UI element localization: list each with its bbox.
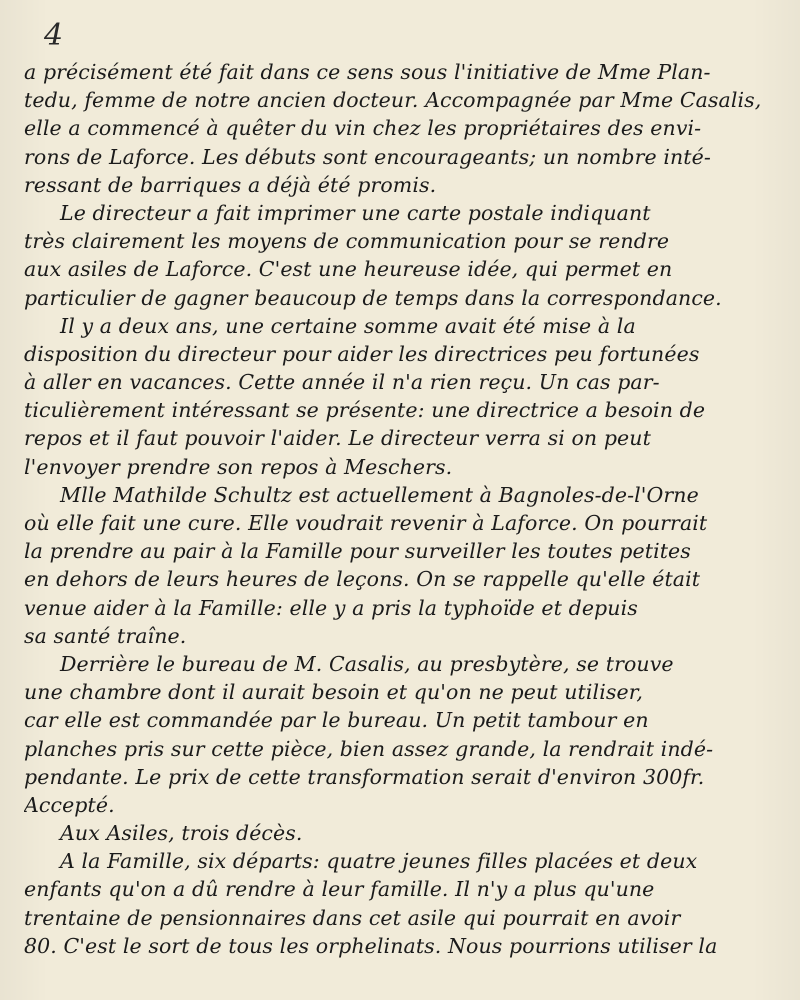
- text-line: l'envoyer prendre son repos à Meschers.: [24, 454, 453, 479]
- text-line: 80. C'est le sort de tous les orphelinats. Nous pourrions utiliser la: [24, 933, 718, 958]
- text-line: où elle fait une cure. Elle voudrait revenir à Laforce. On pourrait: [24, 511, 708, 535]
- text-line: car elle est commandée par le bureau. Un petit tambour en: [24, 708, 649, 733]
- page-number: 4: [44, 18, 64, 53]
- text-line: rons de Laforce. Les débuts sont encourageants; un nombre inté-: [24, 144, 711, 169]
- text-line: Aux Asiles, trois décès.: [60, 821, 303, 846]
- text-line: très clairement les moyens de communication pour se rendre: [24, 229, 670, 254]
- text-line: ressant de barriques a déjà été promis.: [24, 172, 437, 197]
- text-line: trentaine de pensionnaires dans cet asile qui pourrait en avoir: [24, 905, 681, 930]
- text-line: venue aider à la Famille: elle y a pris la typhoïde et depuis: [24, 595, 638, 620]
- text-line: repos et il faut pouvoir l'aider. Le directeur verra si on peut: [24, 426, 651, 451]
- text-line: tedu, femme de notre ancien docteur. Accompagnée par Mme Casalis,: [24, 88, 762, 113]
- text-line: à aller en vacances. Cette année il n'a rien reçu. Un cas par-: [24, 370, 660, 395]
- text-line: aux asiles de Laforce. C'est une heureuse idée, qui permet en: [24, 257, 673, 282]
- text-line: disposition du directeur pour aider les directrices peu fortunées: [24, 341, 700, 366]
- text-line: enfants qu'on a dû rendre à leur famille. Il n'y a plus qu'une: [24, 877, 655, 902]
- text-line: ticulièrement intéressant se présente: une directrice a besoin de: [24, 398, 706, 423]
- text-line: pendante. Le prix de cette transformation serait d'environ 300fr.: [24, 764, 705, 789]
- handwritten-text-block: [24, 58, 784, 960]
- text-line: Derrière le bureau de M. Casalis, au presbytère, se trouve: [60, 651, 674, 676]
- text-line: une chambre dont il aurait besoin et qu'on ne peut utiliser,: [24, 680, 643, 705]
- text-line: Mlle Mathilde Schultz est actuellement à Bagnoles-de-l'Orne: [60, 482, 699, 507]
- text-line: elle a commencé à quêter du vin chez les propriétaires des envi-: [24, 116, 702, 141]
- text-line: la prendre au pair à la Famille pour surveiller les toutes petites: [24, 539, 691, 564]
- text-line: Accepté.: [24, 792, 115, 817]
- text-line: Il y a deux ans, une certaine somme avait été mise à la: [60, 313, 636, 338]
- text-line: sa santé traîne.: [24, 623, 187, 648]
- text-line: a précisément été fait dans ce sens sous l'initiative de Mme Plan-: [24, 60, 711, 84]
- text-line: planches pris sur cette pièce, bien assez grande, la rendrait indé-: [24, 736, 714, 761]
- text-line: particulier de gagner beaucoup de temps dans la correspondance.: [24, 285, 722, 310]
- text-line: Le directeur a fait imprimer une carte postale indiquant: [60, 200, 651, 225]
- text-line: en dehors de leurs heures de leçons. On se rappelle qu'elle était: [24, 567, 701, 592]
- text-line: A la Famille, six départs: quatre jeunes filles placées et deux: [60, 849, 698, 874]
